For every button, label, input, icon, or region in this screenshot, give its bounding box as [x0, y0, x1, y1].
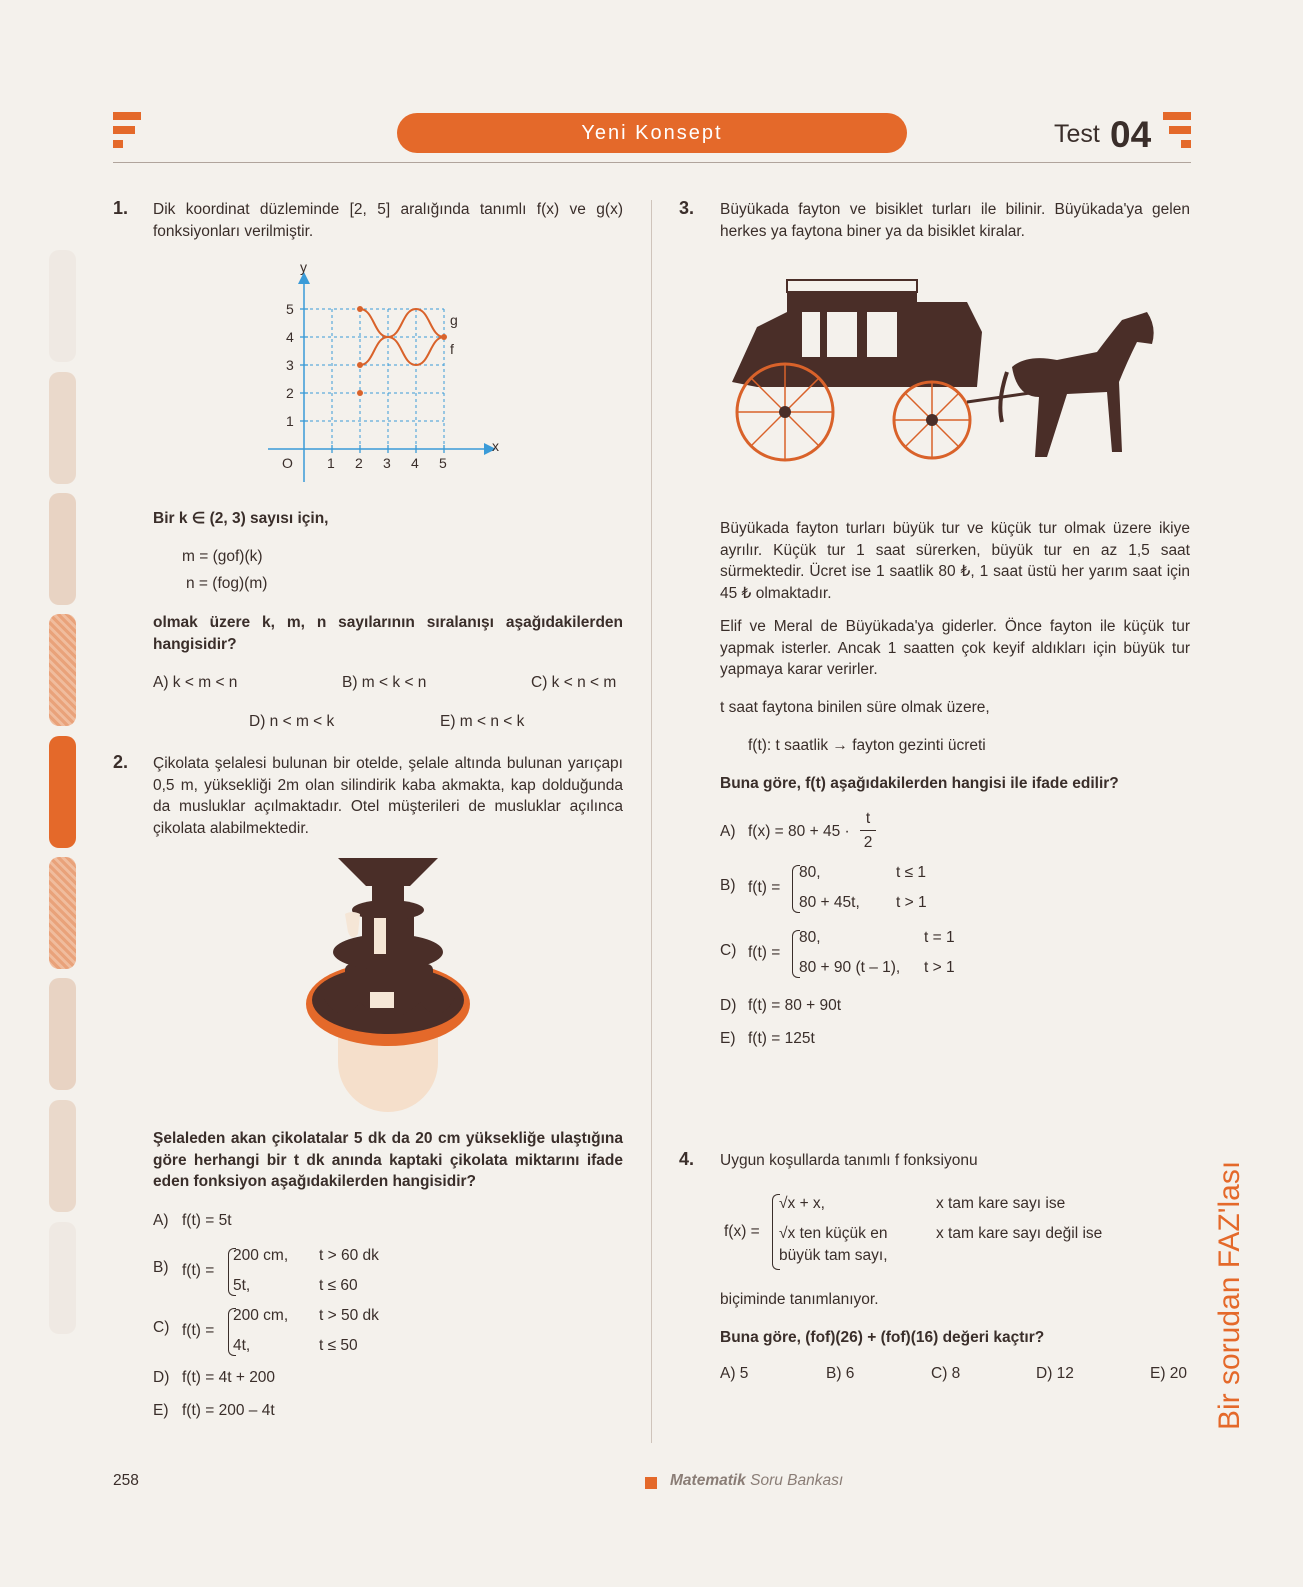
svg-text:g: g	[450, 312, 458, 328]
q1-eq2: n = (fog)(m)	[186, 575, 268, 592]
svg-text:3: 3	[286, 357, 294, 373]
header-rule	[113, 162, 1191, 163]
g-curve	[360, 309, 444, 337]
q4-number: 4.	[679, 1149, 695, 1169]
f-curve	[360, 337, 444, 365]
q3-paragraph-3: t saat faytona binilen süre olmak üzere,	[720, 699, 990, 716]
q3-question: Buna göre, f(t) aşağıdakilerden hangisi ile ifade edilir?	[720, 775, 1119, 792]
q4-option-a[interactable]: A) 5	[720, 1365, 749, 1382]
side-slogan: Bir sorudan FAZ'lası	[1213, 1160, 1246, 1430]
book-title: Matematik Soru Bankası	[670, 1472, 844, 1489]
svg-text:x: x	[492, 438, 499, 454]
q4-option-d[interactable]: D) 12	[1036, 1365, 1074, 1382]
chocolate-fountain-image	[300, 852, 475, 1114]
q3-number: 3.	[679, 198, 695, 218]
q3-paragraph-2: Elif ve Meral de Büyükada'ya giderler. Önce fayton ile küçük tur yapmak isterler. Ancak 1 saatten çok keyif aldıkları için büyük tur yapmaya karar verirler.	[720, 618, 1190, 678]
q1-question: olmak üzere k, m, n sayılarının sıralanışı aşağıdakilerden hangisidir?	[153, 614, 623, 653]
svg-text:f: f	[450, 341, 454, 357]
q1-intro: Dik koordinat düzleminde [2, 5] aralığında tanımlı f(x) ve g(x) fonksiyonları verilmiştir.	[153, 201, 623, 240]
svg-text:1: 1	[286, 413, 294, 429]
svg-text:4: 4	[411, 455, 419, 471]
svg-text:1: 1	[327, 455, 335, 471]
q4-after: biçiminde tanımlanıyor.	[720, 1291, 879, 1308]
q4-intro: Uygun koşullarda tanımlı f fonksiyonu	[720, 1152, 978, 1169]
horse-carriage-image	[727, 272, 1172, 472]
q4-option-b[interactable]: B) 6	[826, 1365, 855, 1382]
q3-intro: Büyükada fayton ve bisiklet turları ile bilinir. Büyükada'ya gelen herkes ya faytona biner ya da bisiklet kiralar.	[720, 201, 1190, 240]
q2-number: 2.	[113, 752, 129, 772]
q3-definition: f(t): t saatlik → fayton gezinti ücreti	[748, 737, 986, 754]
q1-option-c[interactable]: C) k < n < m	[531, 674, 617, 691]
svg-text:2: 2	[286, 385, 294, 401]
q2-question: Şelaleden akan çikolatalar 5 dk da 20 cm yüksekliğe ulaştığına göre herhangi bir t dk anında kaptaki çikolata miktarını ifade eden fonksiyon aşağıdakilerden hangisidir?	[153, 1130, 623, 1190]
svg-text:3: 3	[383, 455, 391, 471]
q1-given: Bir k ∈ (2, 3) sayısı için,	[153, 510, 329, 527]
q2-intro: Çikolata şelalesi bulunan bir otelde, şelale altında bulunan yarıçapı 0,5 m, yüksekliği 2m olan silindirik kaba akmakta, kap dolduğunda da musluklar açılmaktadır. Otel müşterileri de musluklar açılınca çikolata alabilmektedir.	[153, 755, 623, 837]
test-number: 04	[1110, 114, 1152, 155]
q1-option-e[interactable]: E) m < n < k	[440, 713, 525, 730]
test-label: Test	[1054, 120, 1100, 148]
q1-graph	[260, 258, 510, 490]
q1-option-b[interactable]: B) m < k < n	[342, 674, 427, 691]
q4-question: Buna göre, (fof)(26) + (fof)(16) değeri kaçtır?	[720, 1329, 1045, 1346]
q1-option-a[interactable]: A) k < m < n	[153, 674, 238, 691]
svg-text:5: 5	[439, 455, 447, 471]
svg-text:y: y	[300, 259, 307, 275]
q4-option-e[interactable]: E) 20	[1150, 1365, 1188, 1382]
svg-text:4: 4	[286, 329, 294, 345]
concept-banner: Yeni Konsept	[397, 113, 907, 153]
page-number: 258	[113, 1472, 139, 1489]
q4-option-c[interactable]: C) 8	[931, 1365, 961, 1382]
q3-paragraph-1: Büyükada fayton turları büyük tur ve küçük tur olmak üzere ikiye ayrılır. Küçük tur 1 saat sürerken, büyük tur en az 1,5 saat sürmektedir. Ücret ise 1 saatlik 80 ₺, 1 saat üstü her yarım saat için 45 ₺ olmaktadır.	[720, 520, 1190, 602]
q1-option-d[interactable]: D) n < m < k	[249, 713, 335, 730]
q1-eq1: m = (gof)(k)	[182, 548, 263, 565]
q1-number: 1.	[113, 198, 129, 218]
svg-text:O: O	[282, 455, 293, 471]
footer-square-icon	[645, 1477, 657, 1489]
svg-text:5: 5	[286, 301, 294, 317]
column-divider	[651, 200, 652, 1443]
svg-text:2: 2	[355, 455, 363, 471]
